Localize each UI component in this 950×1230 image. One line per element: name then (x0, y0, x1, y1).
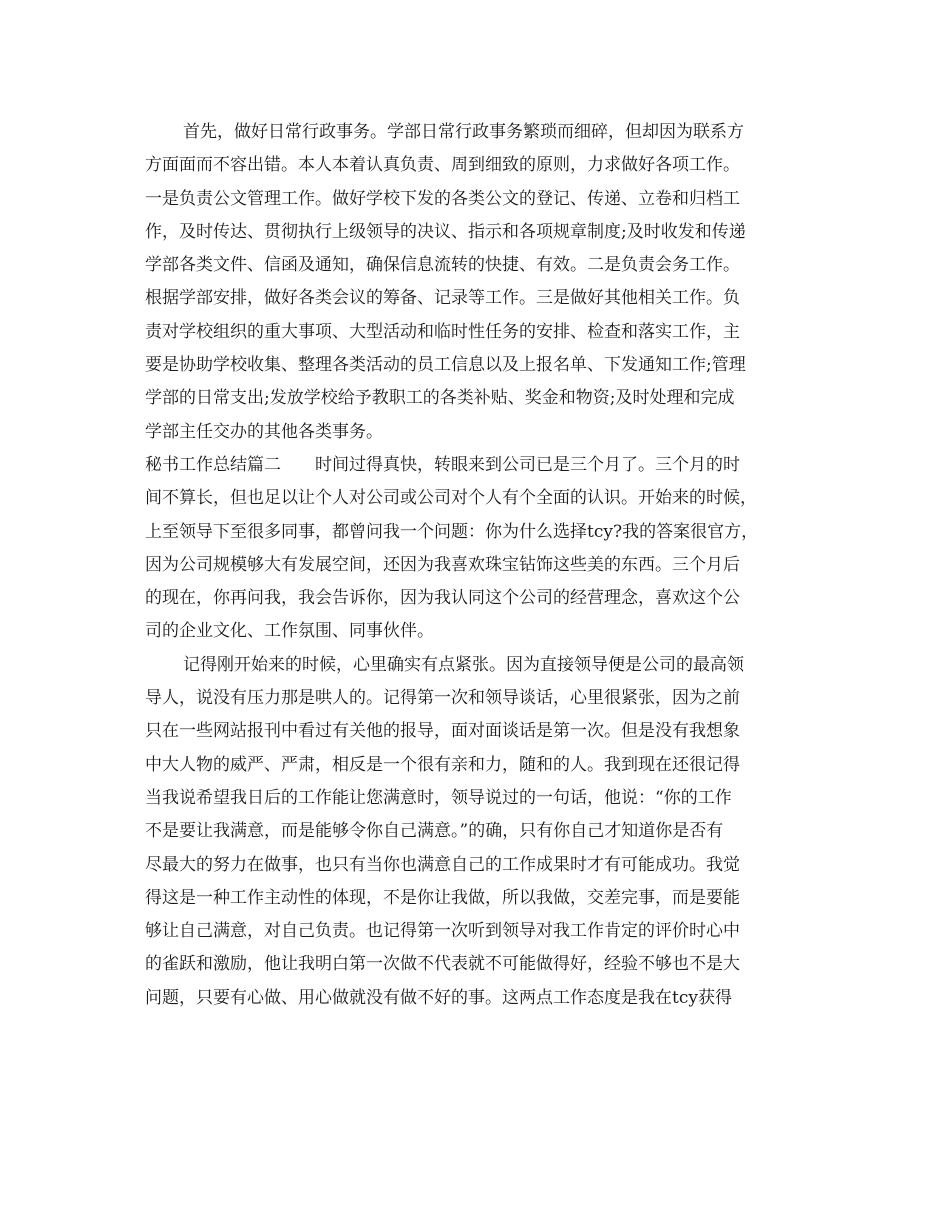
paragraph-line: 只在一些网站报刊中看过有关他的报导，面对面谈话是第一次。但是没有我想象 (145, 721, 740, 742)
paragraph-line: 学部的日常支出;发放学校给予教职工的各类补贴、奖金和物资;及时处理和完成 (145, 388, 735, 409)
paragraph-line: 尽最大的努力在做事，也只有当你也满意自己的工作成果时才有可能成功。我觉 (145, 854, 740, 875)
paragraph-line: 作，及时传达、贯彻执行上级领导的决议、指示和各项规章制度;及时收发和传递 (145, 221, 746, 242)
paragraph-line: 责对学校组织的重大事项、大型活动和临时性任务的安排、检查和落实工作，主 (145, 321, 740, 342)
paragraph-line: 方面面而不容出错。本人本着认真负责、周到细致的原则，力求做好各项工作。 (145, 155, 740, 176)
paragraph-line: 的现在，你再问我，我会告诉你，因为我认同这个公司的经营理念，喜欢这个公 (145, 588, 740, 609)
paragraph-line: 上至领导下至很多同事，都曾问我一个问题：你为什么选择tcy?我的答案很官方， (145, 521, 759, 542)
paragraph-line: 得这是一种工作主动性的体现，不是你让我做，所以我做，交差完事，而是要能 (145, 887, 740, 908)
paragraph-line: 当我说希望我日后的工作能让您满意时，领导说过的一句话，他说：“你的工作 (145, 787, 732, 808)
paragraph-line: 中大人物的威严、严肃，相反是一个很有亲和力，随和的人。我到现在还很记得 (145, 754, 740, 775)
paragraph-line: 因为公司规模够大有发展空间，还因为我喜欢珠宝钻饰这些美的东西。三个月后 (145, 554, 740, 575)
paragraph-line: 司的企业文化、工作氛围、同事伙伴。 (145, 621, 434, 642)
paragraph-line: 要是协助学校收集、整理各类活动的员工信息以及上报名单、下发通知工作;管理 (145, 355, 746, 376)
paragraph-line: 记得刚开始来的时候，心里确实有点紧张。因为直接领导便是公司的最高领 (183, 654, 744, 675)
paragraph-line: 学部主任交办的其他各类事务。 (145, 421, 383, 442)
document-body (145, 116, 825, 1015)
paragraph-line: 不是要让我满意，而是能够令你自己满意。”的确，只有你自己才知道你是否有 (145, 821, 724, 842)
paragraph-line: 一是负责公文管理工作。做好学校下发的各类公文的登记、传递、立卷和归档工 (145, 188, 740, 209)
paragraph-line: 够让自己满意，对自己负责。也记得第一次听到领导对我工作肯定的评价时心中 (145, 921, 740, 942)
section-heading-line: 秘书工作总结篇二 时间过得真快，转眼来到公司已是三个月了。三个月的时 (145, 454, 740, 475)
paragraph-line: 间不算长，但也足以让个人对公司或公司对个人有个全面的认识。开始来的时候， (145, 488, 757, 509)
paragraph-line: 学部各类文件、信函及通知，确保信息流转的快捷、有效。二是负责会务工作。 (145, 255, 740, 276)
paragraph-line: 问题，只要有心做、用心做就没有做不好的事。这两点工作态度是我在tcy获得 (145, 987, 732, 1008)
paragraph-line: 根据学部安排，做好各类会议的筹备、记录等工作。三是做好其他相关工作。负 (145, 288, 740, 309)
paragraph-line: 导人，说没有压力那是哄人的。记得第一次和领导谈话，心里很紧张，因为之前 (145, 688, 740, 709)
paragraph-line: 首先，做好日常行政事务。学部日常行政事务繁琐而细碎，但却因为联系方 (183, 122, 744, 142)
paragraph-line: 的雀跃和激励，他让我明白第一次做不代表就不可能做得好，经验不够也不是大 (145, 954, 740, 975)
